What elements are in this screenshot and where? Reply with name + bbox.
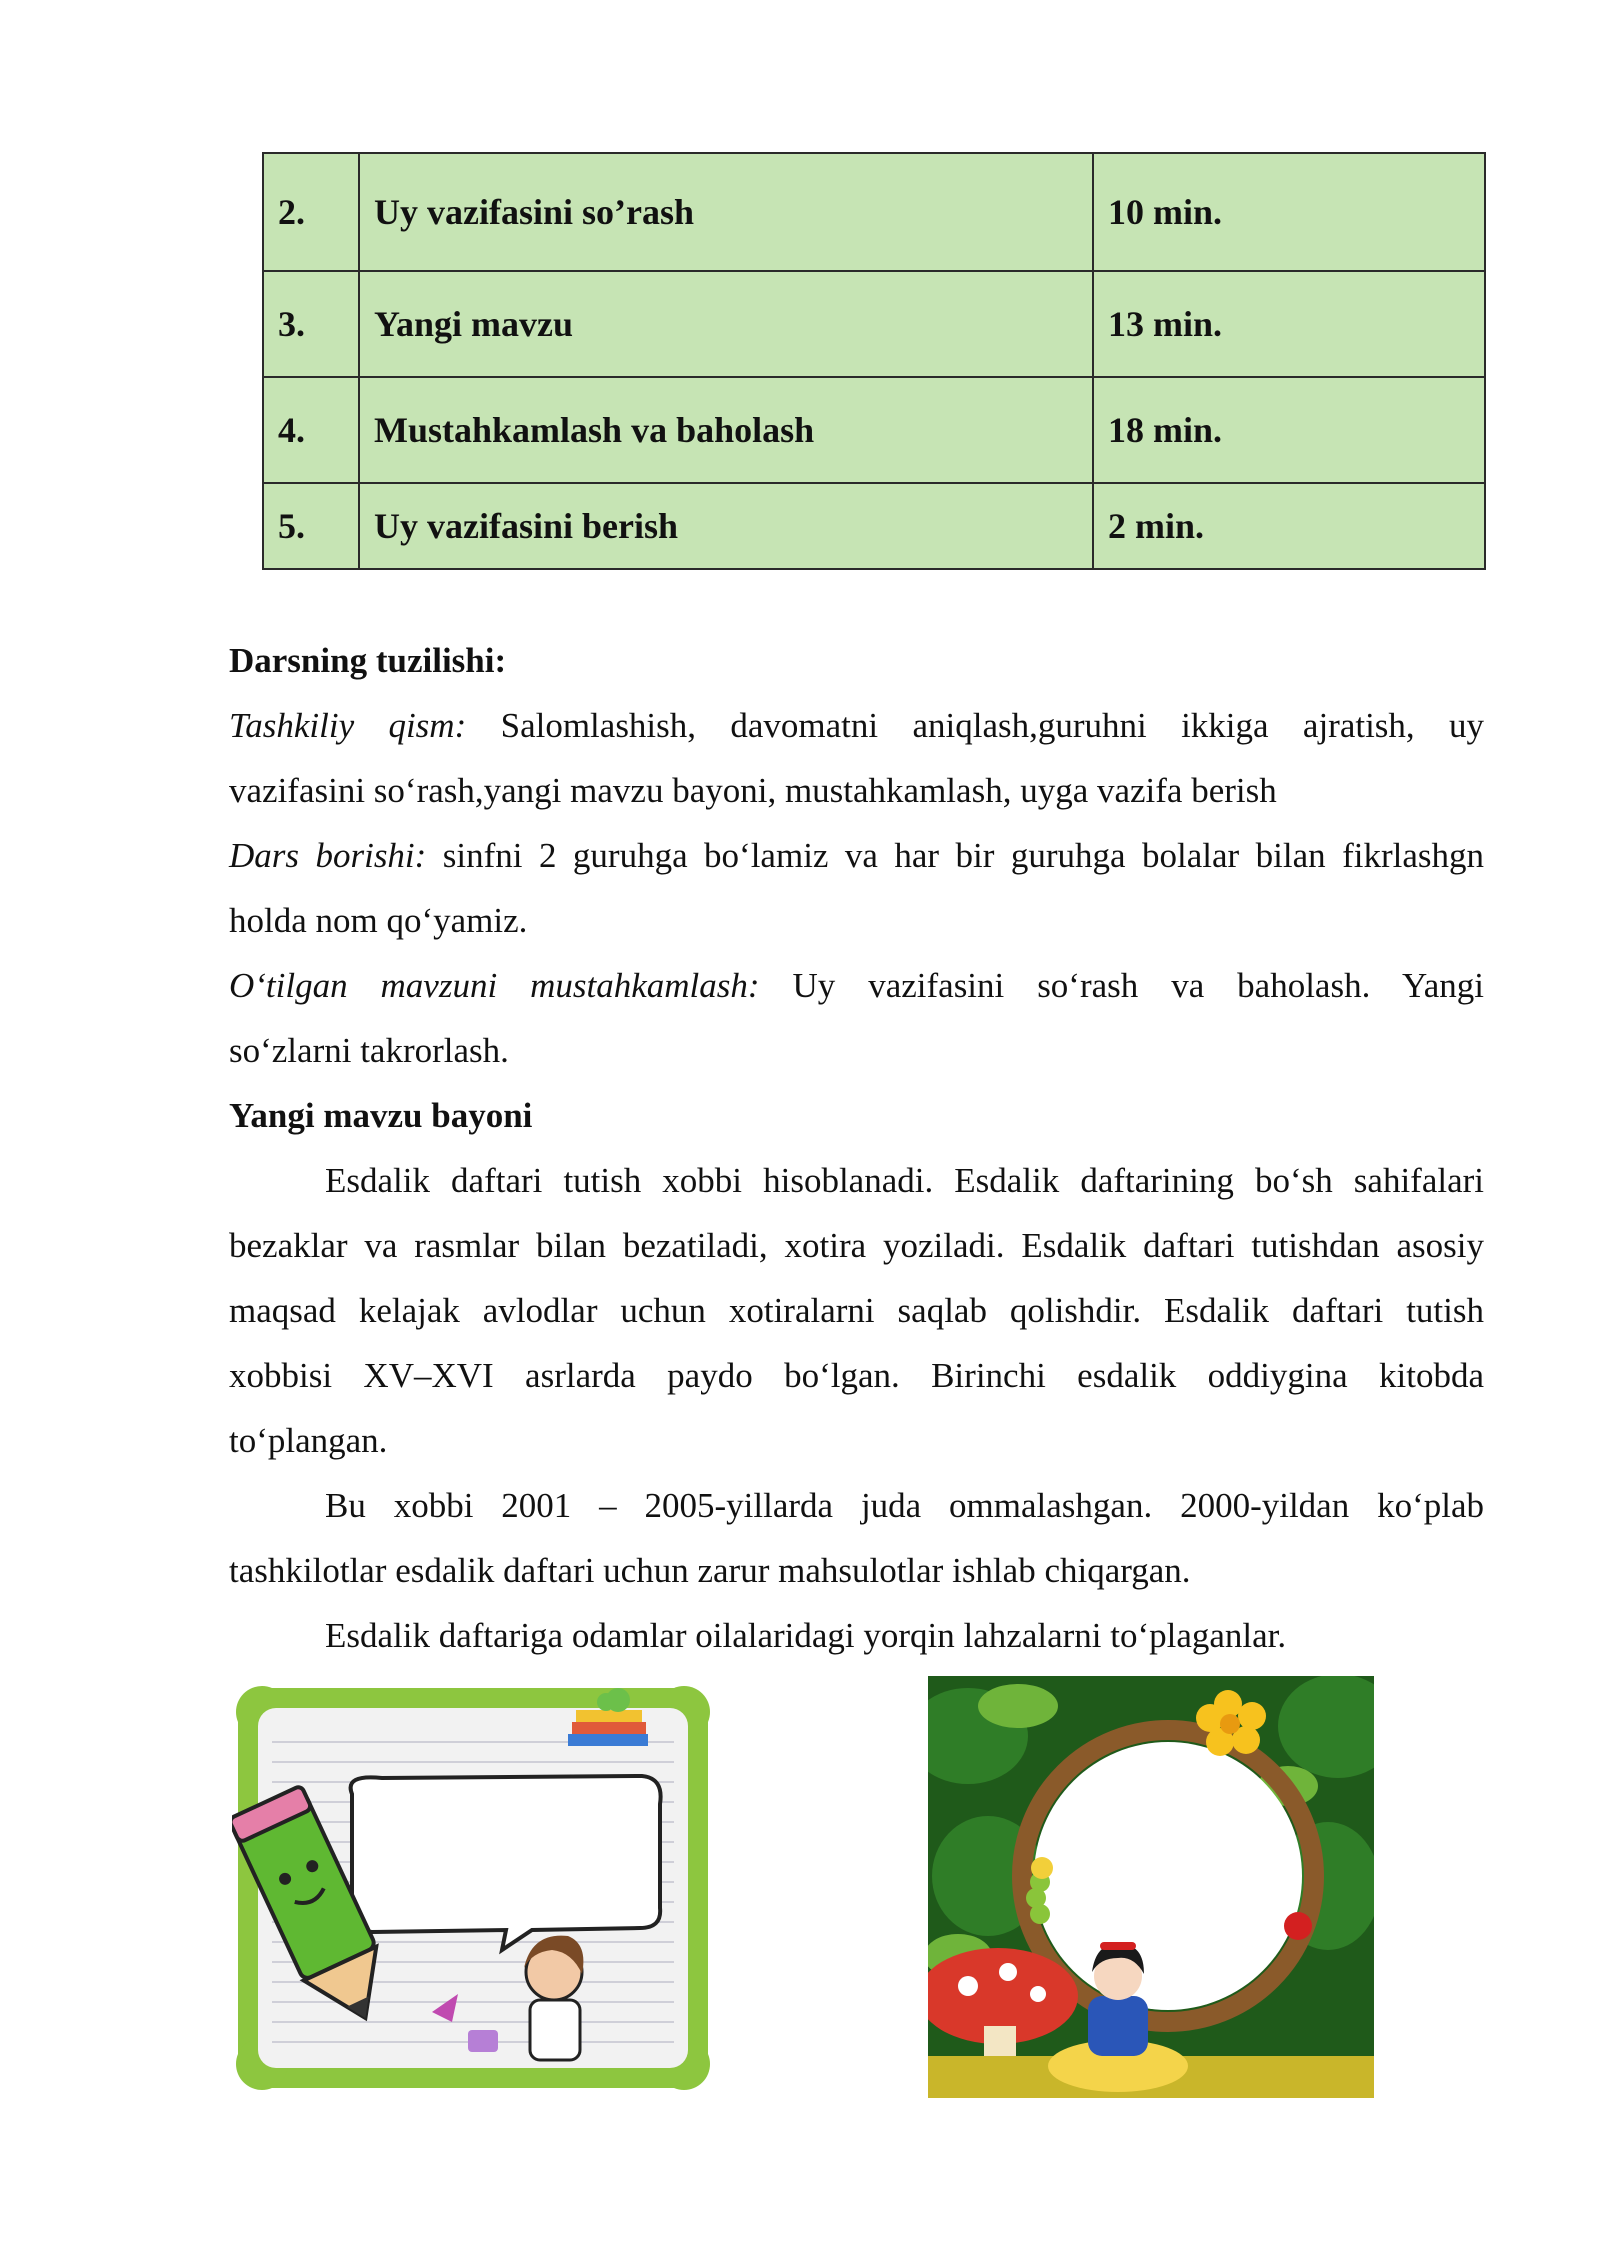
new-topic-heading: Yangi mavzu bayoni: [229, 1096, 533, 1135]
review-label: O‘tilgan mavzuni mustahkamlash:: [229, 966, 760, 1005]
row-number: 2.: [263, 153, 359, 271]
review-text: Uy vazifasini so‘rash va baholash. Yangi: [792, 966, 1484, 1005]
org-paragraph-line: vazifasini so‘rash,yangi mavzu bayoni, mustahkamlash, uyga vazifa berish: [229, 771, 1277, 810]
paragraph-line: maqsad kelajak avlodlar uchun xotiralarni saqlab qolishdir. Esdalik daftari tutish: [229, 1291, 1484, 1330]
structure-heading: Darsning tuzilishi:: [229, 641, 507, 680]
paragraph-line: bezaklar va rasmlar bilan bezatiladi, xotira yoziladi. Esdalik daftari tutishdan asosiy: [229, 1226, 1484, 1265]
course-paragraph-line: holda nom qo‘yamiz.: [229, 901, 528, 940]
review-paragraph-line: so‘zlarni takrorlash.: [229, 1031, 509, 1070]
row-activity: Uy vazifasini berish: [359, 483, 1093, 569]
row-activity: Yangi mavzu: [359, 271, 1093, 377]
row-number: 5.: [263, 483, 359, 569]
org-label: Tashkiliy qism:: [229, 706, 467, 745]
review-paragraph-line: [229, 953, 1484, 1018]
course-text: sinfni 2 guruhga bo‘lamiz va har bir guruhga bolalar bilan fikrlashgn: [442, 836, 1484, 875]
row-time: 2 min.: [1093, 483, 1485, 569]
paragraph-line: Bu xobbi 2001 – 2005-yillarda juda ommalashgan. 2000-yildan ko‘plab: [325, 1486, 1484, 1525]
course-label: Dars borishi:: [229, 836, 427, 875]
paragraph-line: xobbisi XV–XVI asrlarda paydo bo‘lgan. Birinchi esdalik oddiygina kitobda: [229, 1356, 1484, 1395]
paragraph-line: Esdalik daftari tutish xobbi hisoblanadi. Esdalik daftarining bo‘sh sahifalari: [325, 1161, 1484, 1200]
row-time: 18 min.: [1093, 377, 1485, 483]
row-time: 13 min.: [1093, 271, 1485, 377]
row-activity: Mustahkamlash va baholash: [359, 377, 1093, 483]
table-row: [263, 153, 1485, 271]
notebook-frame-pencil-illustration: [232, 1682, 714, 2094]
table-row: [263, 271, 1485, 377]
row-number: 4.: [263, 377, 359, 483]
course-paragraph-line: [229, 823, 1484, 888]
paragraph-line: to‘plangan.: [229, 1421, 388, 1460]
row-time: 10 min.: [1093, 153, 1485, 271]
paragraph-line: Esdalik daftariga odamlar oilalaridagi yorqin lahzalarni to‘plaganlar.: [325, 1616, 1287, 1655]
org-text: Salomlashish, davomatni aniqlash,guruhni ikkiga ajratish, uy: [500, 706, 1485, 745]
lesson-plan-table: [262, 152, 1486, 570]
table-row: [263, 483, 1485, 569]
paragraph-line: tashkilotlar esdalik daftari uchun zarur mahsulotlar ishlab chiqargan.: [229, 1551, 1191, 1590]
table-row: [263, 377, 1485, 483]
org-paragraph-line: [229, 693, 1484, 758]
forest-frame-snow-white-illustration: [928, 1676, 1374, 2098]
row-number: 3.: [263, 271, 359, 377]
row-activity: Uy vazifasini so’rash: [359, 153, 1093, 271]
